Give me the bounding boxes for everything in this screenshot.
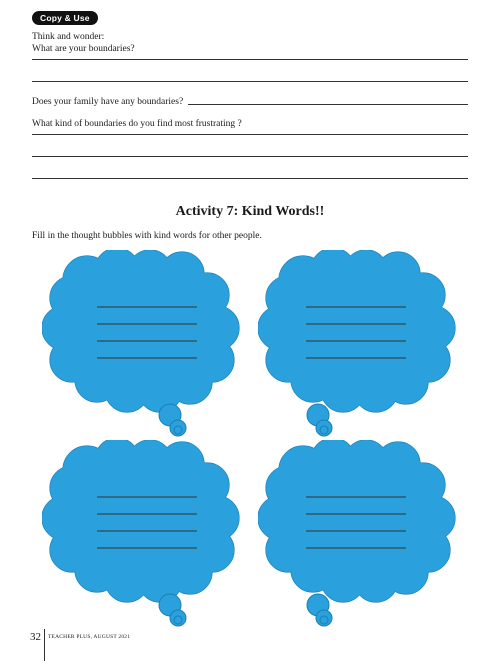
question-family-boundaries: Does your family have any boundaries? [32,97,184,107]
answer-line [32,59,468,60]
answer-line [32,134,468,135]
footer-divider [44,629,45,661]
thought-bubble [258,250,458,440]
copy-use-badge: Copy & Use [32,11,98,25]
answer-line [32,81,468,82]
intro-text: Think and wonder: [32,32,105,42]
answer-line [188,104,468,105]
thought-bubble [258,440,458,630]
answer-line [32,156,468,157]
publication-footer: TEACHER PLUS, AUGUST 2021 [48,634,131,640]
question-frustrating-boundaries: What kind of boundaries do you find most frustrating ? [32,119,242,129]
activity-instruction: Fill in the thought bubbles with kind words for other people. [32,231,262,241]
page-number: 32 [30,631,41,643]
thought-bubble [42,250,242,440]
thought-bubble [42,440,242,630]
answer-line [32,178,468,179]
activity-title: Activity 7: Kind Words!! [175,204,325,219]
question-boundaries: What are your boundaries? [32,44,135,54]
